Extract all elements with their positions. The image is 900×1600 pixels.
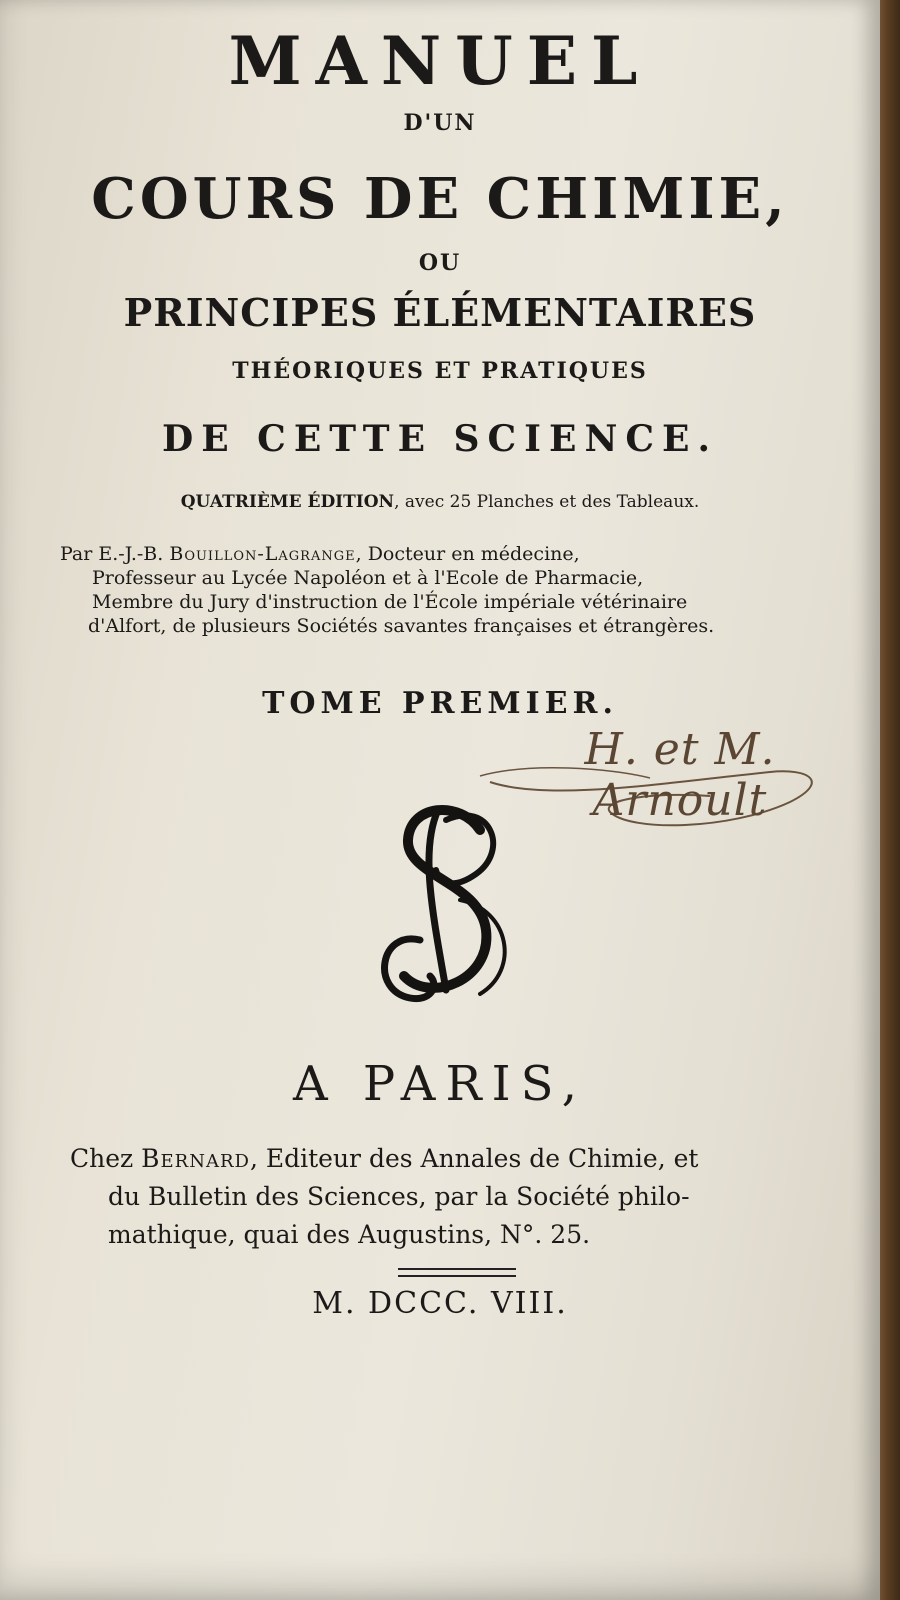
author-line-1 [60, 542, 830, 566]
publisher-line-2: du Bulletin des Sciences, par la Société philo- [108, 1182, 690, 1211]
title-ou: OU [418, 250, 462, 276]
publisher-name: Bernard [141, 1144, 250, 1173]
publisher-block [70, 1140, 840, 1254]
handwritten-signature [470, 712, 870, 852]
publisher-line-1 [70, 1140, 840, 1178]
author-line-4: d'Alfort, de plusieurs Sociétés savantes françaises et étrangères. [88, 615, 715, 637]
printer-monogram-icon [360, 790, 530, 1010]
author-block [60, 542, 830, 638]
title-de-cette-science: DE CETTE SCIENCE. [161, 418, 718, 460]
publisher-role: , Editeur des Annales de Chimie, et [249, 1144, 699, 1173]
publisher-prefix: Chez [70, 1144, 142, 1173]
author-line-3: Membre du Jury d'instruction de l'École impériale vétérinaire [92, 591, 688, 613]
edition-label: QUATRIÈME ÉDITION [180, 492, 395, 512]
title-dun: D'UN [403, 110, 477, 136]
title-theoriques: THÉORIQUES ET PRATIQUES [232, 358, 648, 384]
title-cours-de-chimie: COURS DE CHIMIE, [91, 166, 789, 232]
author-prefix: Par E.-J.-B. [60, 543, 170, 565]
divider-rule-bottom [398, 1275, 516, 1277]
imprint-year: M. DCCC. VIII. [312, 1286, 568, 1321]
edition-line [0, 492, 880, 512]
title-manuel: MANUEL [228, 22, 652, 100]
imprint-place: A PARIS, [292, 1056, 587, 1112]
title-principes: PRINCIPES ÉLÉMENTAIRES [123, 290, 757, 335]
signature-text: H. et M. Arnoult [584, 724, 776, 826]
author-name: Bouillon-Lagrange [169, 543, 356, 565]
volume-label: TOME PREMIER. [262, 686, 618, 721]
publisher-line-3: mathique, quai des Augustins, N°. 25. [108, 1220, 591, 1249]
author-line-2: Professeur au Lycée Napoléon et à l'Ecole de Pharmacie, [92, 567, 644, 589]
author-degree: , Docteur en médecine, [355, 543, 580, 565]
edition-details: , avec 25 Planches et des Tableaux. [394, 492, 700, 512]
divider-rule-top [398, 1268, 516, 1270]
